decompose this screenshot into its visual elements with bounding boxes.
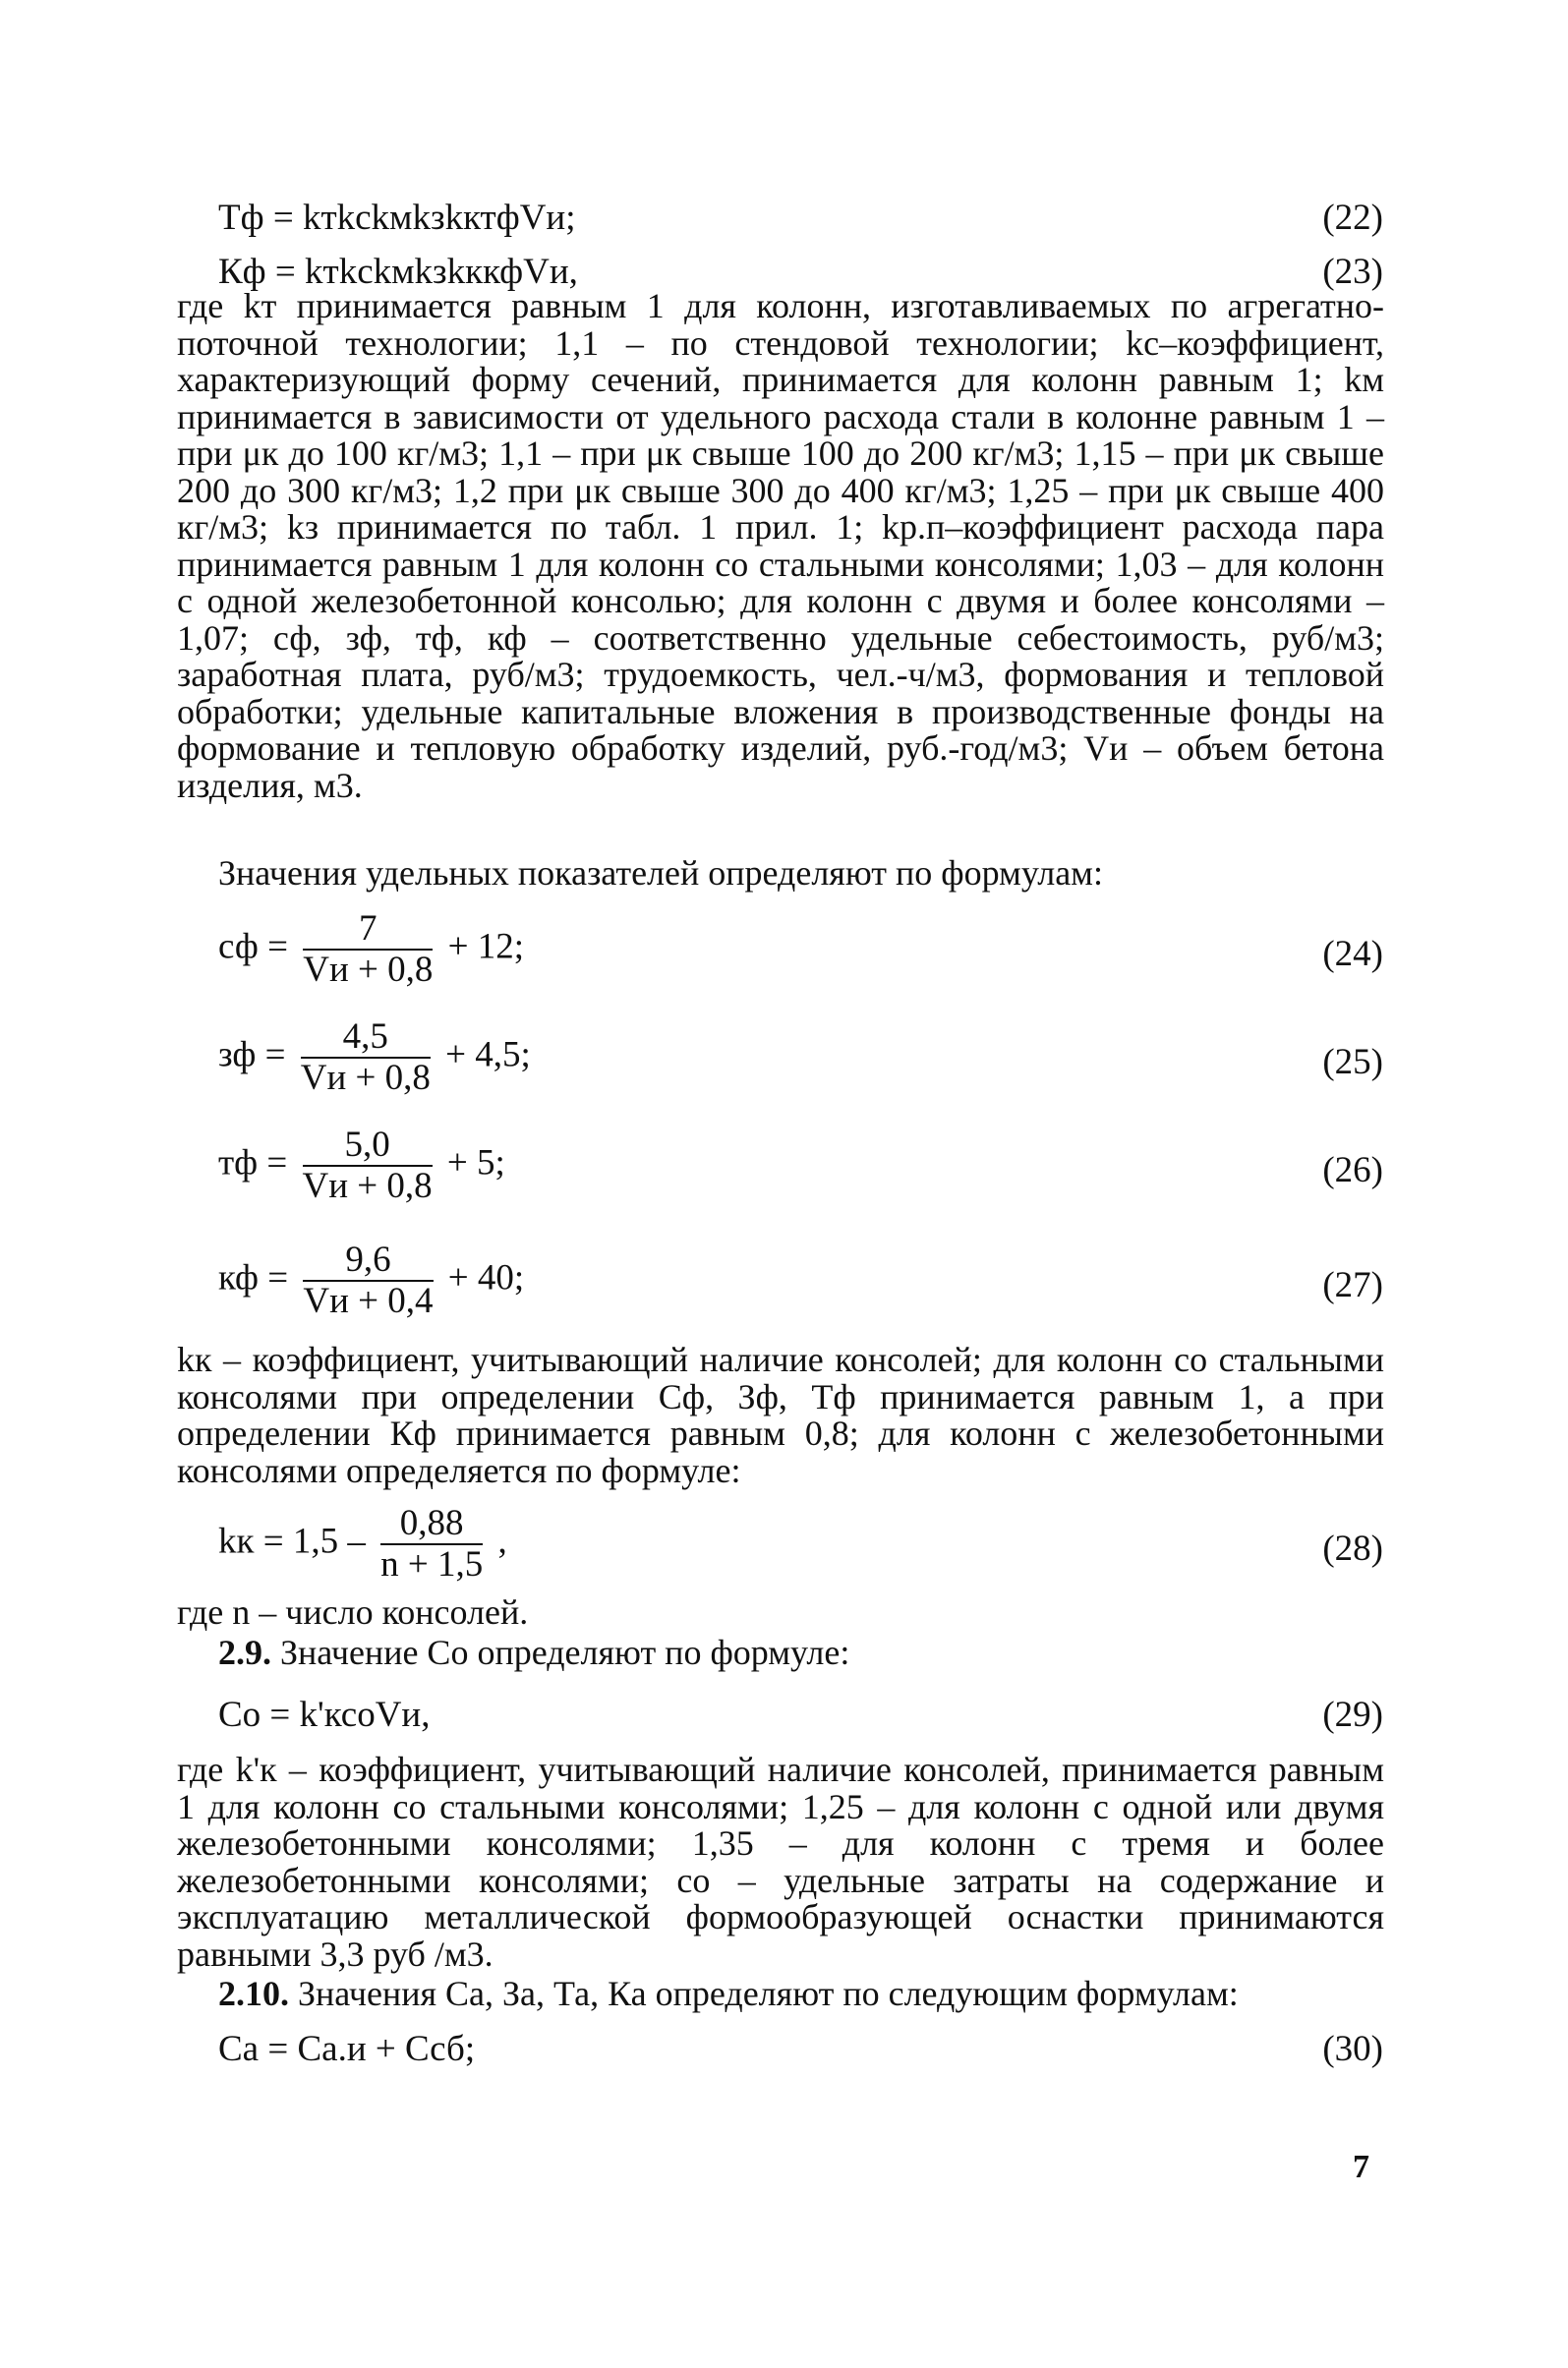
denominator: n + 1,5 — [380, 1544, 484, 1585]
equation-number: (28) — [1322, 1529, 1383, 1569]
equation-number: (26) — [1322, 1150, 1383, 1190]
denominator: Vи + 0,8 — [303, 950, 434, 990]
equation-text: Тф = kтkсkмkзkктфVи; — [218, 198, 576, 238]
paragraph-section-2-10 — [177, 1976, 1384, 2013]
fraction — [303, 1241, 433, 1321]
numerator: 4,5 — [301, 1017, 431, 1059]
denominator: Vи + 0,4 — [303, 1281, 434, 1321]
equation-number: (30) — [1322, 2029, 1383, 2069]
section-number: 2.10. — [218, 1974, 289, 2013]
section-text: Значения Са, За, Та, Ка определяют по следующим формулам: — [289, 1974, 1239, 2013]
equation-number: (24) — [1322, 934, 1383, 974]
fraction — [303, 909, 433, 990]
equation-lhs: зф = — [218, 1034, 286, 1075]
numerator: 7 — [303, 909, 433, 951]
paragraph-definitions: где kт принимается равным 1 для колонн, изготавливаемых по агрегатно-поточной технологии; 1,1 – по стендовой технологии; kс–коэффициент, характеризующий форму сечений, принимается для колонн равным 1; kм принимается в зависимости от удельного расхода стали в колонне равным 1 – при μк до 100 кг/м3; 1,1 – при μк свыше 100 до 200 кг/м3; 1,15 – при μк свыше 200 до 300 кг/м3; 1,2 при μк свыше 300 до 400 кг/м3; 1,25 – при μк свыше 400 кг/м3; kз принимается по табл. 1 прил. 1; kр.п–коэффициент расхода пара принимается равным 1 для колонн со стальными консолями; 1,03 – для колонн с одной железобетонной консолью; для колонн с двумя и более консолями – 1,07; сф, зф, тф, кф – соответственно удельные себестоимость, руб/м3; заработная плата, руб/м3; трудоемкость, чел.-ч/м3, формования и тепловой обработки; удельные капитальные вложения в производственные фонды на формование и тепловую обработку изделий, руб.-год/м3; Vи – объем бетона изделия, м3. — [177, 286, 1384, 805]
section-text: Значение Со определяют по формуле: — [271, 1633, 850, 1672]
paragraph-consoles-kprime: где k'к – коэффициент, учитывающий наличие консолей, принимается равным 1 для колонн со стальными консолями; 1,25 – для колонн с одной или двумя железобетонными консолями; 1,35 – для колонн с тремя и более железобетонными консолями; со – удельные затраты на содержание и эксплуатацию металлической формообразующей оснастки принимаются равными 3,3 руб /м3. — [177, 1750, 1384, 1974]
equation-number: (23) — [1322, 252, 1383, 292]
paragraph-section-2-9 — [177, 1635, 1384, 1672]
equation-22 — [218, 197, 1383, 256]
equation-26 — [218, 1126, 1383, 1224]
equation-number: (29) — [1322, 1695, 1383, 1735]
denominator: Vи + 0,8 — [302, 1166, 433, 1206]
equation-24 — [218, 909, 1383, 1008]
equation-lhs: тф = — [218, 1142, 288, 1184]
equation-27 — [218, 1241, 1383, 1339]
equation-rhs: + 40; — [447, 1257, 525, 1299]
equation-lhs: кф = — [218, 1257, 289, 1299]
equation-rhs: + 12; — [447, 926, 525, 967]
equation-30 — [218, 2028, 1383, 2087]
numerator: 5,0 — [303, 1126, 433, 1167]
equation-text: Са = Са.и + Ссб; — [218, 2029, 476, 2069]
numerator: 0,88 — [380, 1504, 483, 1545]
equation-28 — [218, 1504, 1383, 1602]
fraction — [301, 1017, 431, 1098]
equation-29 — [218, 1694, 1383, 1753]
fraction — [380, 1504, 483, 1585]
equation-lhs: сф = — [218, 926, 288, 967]
equation-number: (22) — [1322, 198, 1383, 238]
equation-text: Со = k'ксоVи, — [218, 1695, 431, 1735]
paragraph-n-definition: где n – число консолей. — [177, 1592, 529, 1632]
numerator: 9,6 — [303, 1241, 433, 1282]
equation-text: Кф = kтkсkмkзkккфVи, — [218, 252, 578, 292]
equation-rhs: , — [497, 1521, 507, 1562]
denominator: Vи + 0,8 — [300, 1058, 431, 1098]
page-number: 7 — [1353, 2149, 1369, 2185]
paragraph-intro-formulas: Значения удельных показателей определяют по формулам: — [218, 853, 1103, 893]
equation-rhs: + 5; — [446, 1142, 505, 1184]
equation-lhs: kк = 1,5 – — [218, 1521, 366, 1562]
equation-number: (25) — [1322, 1042, 1383, 1082]
paragraph-consoles-coefficient: kк – коэффициент, учитывающий наличие консолей; для колонн со стальными консолями при определении Сф, Зф, Тф принимается равным 1, а при определении Кф принимается равным 0,8; для колонн с железобетонными консолями определяется по формуле: — [177, 1340, 1384, 1490]
equation-rhs: + 4,5; — [445, 1034, 531, 1075]
section-number: 2.9. — [218, 1633, 271, 1672]
equation-25 — [218, 1017, 1383, 1116]
fraction — [303, 1126, 433, 1206]
equation-number: (27) — [1322, 1265, 1383, 1305]
